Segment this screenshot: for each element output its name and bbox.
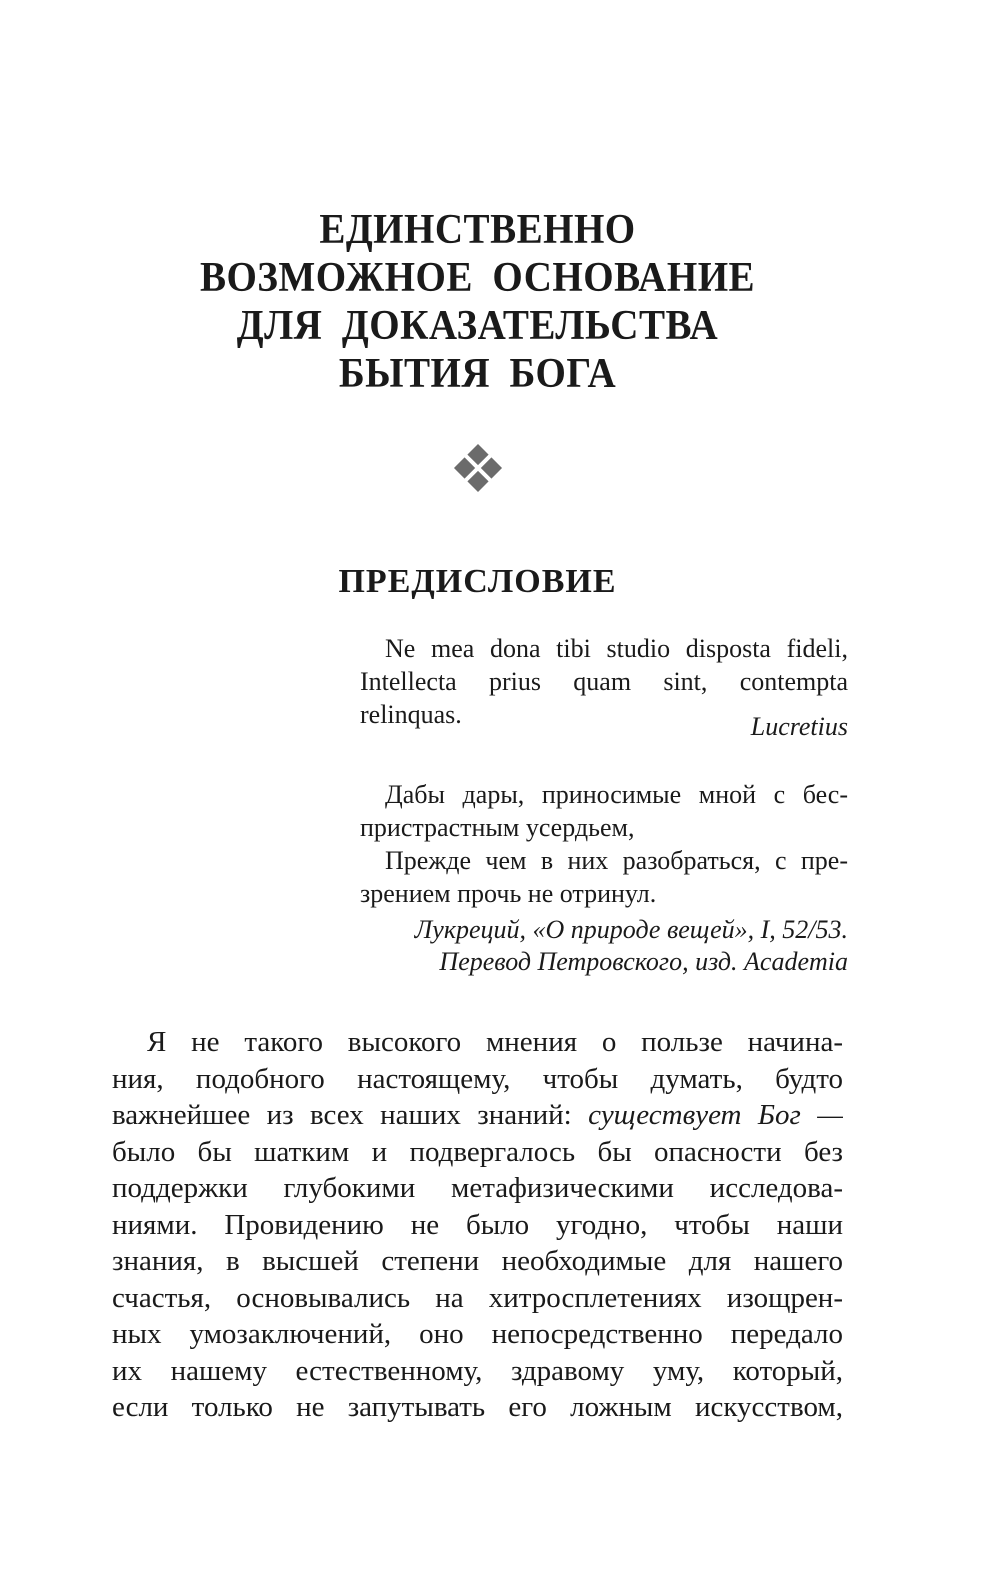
epigraph-attribution-line: Перевод Петровского, изд. Academia <box>439 947 848 976</box>
text-line: их нашему естественному, здравому уму, который, <box>112 1354 843 1387</box>
diamond-icon <box>467 471 488 492</box>
text-line: Ne mea dona tibi studio disposta fideli, <box>385 634 848 663</box>
text-line: Intellecta prius quam sint, contempta <box>360 667 848 696</box>
text-line: пристрастным усердьем, <box>360 813 635 842</box>
latin-epigraph <box>360 632 848 743</box>
text-line: важнейшее из всех наших знаний: существует Бог — <box>112 1099 843 1131</box>
section-ornament <box>112 451 843 485</box>
book-title-line: ЕДИНСТВЕННО <box>319 207 636 253</box>
russian-epigraph <box>360 778 848 978</box>
text-line: счастья, основывались на хитросплетениях изощрен- <box>112 1281 843 1314</box>
text-line: Дабы дары, приносимые мной с бес- <box>385 780 848 809</box>
book-title <box>138 206 818 398</box>
text-line: ниями. Провидению не было угодно, чтобы наши <box>112 1208 843 1241</box>
russian-epigraph-lines <box>360 778 848 910</box>
text-line: relinquas. <box>360 700 462 729</box>
text-line: Я не такого высокого мнения о пользе начина- <box>147 1026 843 1058</box>
epigraph-attribution-line: Лукреций, «О природе вещей», I, 52/53. <box>414 915 848 944</box>
book-title-line: ДЛЯ ДОКАЗАТЕЛЬСТВА <box>236 303 719 349</box>
text-line: зрением прочь не отринул. <box>360 879 657 908</box>
preface-heading: ПРЕДИСЛОВИЕ <box>338 563 617 600</box>
book-title-line: БЫТИЯ БОГА <box>338 351 617 397</box>
russian-epigraph-attribution <box>360 914 848 978</box>
text-line: если только не запутывать его ложным искусством, <box>112 1391 843 1423</box>
preface-body-text <box>112 1024 843 1426</box>
text-line: Прежде чем в них разобраться, с пре- <box>385 846 848 875</box>
latin-epigraph-attribution: Lucretius <box>750 712 848 741</box>
text-line: было бы шатким и подвергалось бы опасности без <box>112 1135 843 1168</box>
text-line: ных умозаключений, оно непосредственно передало <box>112 1318 843 1350</box>
text-line: знания, в высшей степени необходимые для нашего <box>112 1245 843 1277</box>
book-title-line: ВОЗМОЖНОЕ ОСНОВАНИЕ <box>199 255 756 301</box>
text-line: поддержки глубокими метафизическими исследова- <box>112 1172 843 1204</box>
four-diamonds-icon <box>453 444 501 492</box>
text-line: ния, подобного настоящему, чтобы думать, будто <box>112 1062 843 1095</box>
